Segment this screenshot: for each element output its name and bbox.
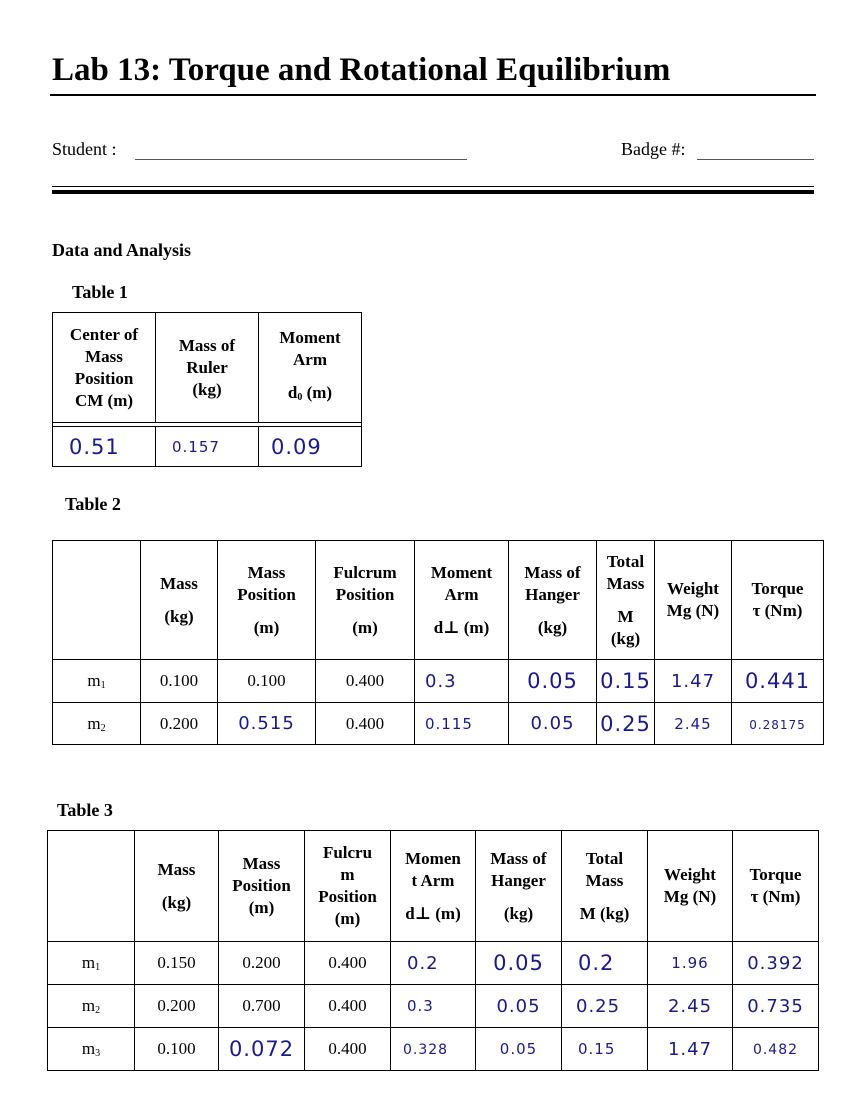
table-cell: 0.3: [415, 660, 509, 703]
student-name-field[interactable]: [135, 159, 467, 160]
table2-header-weight: Weight Mg (N): [655, 541, 732, 660]
table-cell: 0.328: [391, 1028, 476, 1071]
table-cell: 0.2: [562, 942, 648, 985]
table2-header-torque: Torque τ (Nm): [732, 541, 824, 660]
table3-header-weight: Weight Mg (N): [648, 831, 733, 942]
table-cell: 0.100: [135, 1028, 219, 1071]
table-cell: 0.400: [305, 1028, 391, 1071]
table2-header-mass-of-hanger: Mass of Hanger (kg): [509, 541, 597, 660]
section-heading: Data and Analysis: [52, 240, 192, 260]
table-cell: 0.700: [219, 985, 305, 1028]
table-cell: 0.15: [597, 660, 655, 703]
table-cell: 0.25: [597, 703, 655, 745]
table-cell: 0.115: [415, 703, 509, 745]
table2-header-moment-arm: Moment Arm d⊥ (m): [415, 541, 509, 660]
table-cell: 0.072: [219, 1028, 305, 1071]
row-label: $m_2$: [53, 703, 141, 745]
table-cell: 0.150: [135, 942, 219, 985]
row-label: $m_3$: [48, 1028, 135, 1071]
row-label: $m_1$: [53, 660, 141, 703]
table-cell: 0.100: [141, 660, 218, 703]
table-row: [53, 703, 824, 745]
table-cell: 0.157: [156, 427, 259, 467]
table3-header-moment-arm: Momen t Arm d⊥ (m): [391, 831, 476, 942]
table2-header-total-mass: Total Mass M (kg): [597, 541, 655, 660]
table1: [52, 312, 362, 467]
table2-header-fulcrum-position: Fulcrum Position (m): [316, 541, 415, 660]
table-cell: 0.441: [732, 660, 824, 703]
table-cell: 0.28175: [732, 703, 824, 745]
table-cell: 0.05: [509, 703, 597, 745]
table3: [47, 830, 819, 1071]
table-cell: 0.05: [476, 942, 562, 985]
table-cell: 0.392: [733, 942, 819, 985]
badge-label: Badge #:: [621, 139, 686, 159]
table1-header-ruler-mass: Mass of Ruler (kg): [156, 313, 259, 423]
table3-header-torque: Torque τ (Nm): [733, 831, 819, 942]
table1-caption: Table 1: [72, 282, 128, 302]
badge-number-field[interactable]: [697, 159, 814, 160]
table-cell: 0.400: [316, 703, 415, 745]
table-cell: 2.45: [648, 985, 733, 1028]
table-row: [48, 1028, 819, 1071]
table-cell: 1.47: [655, 660, 732, 703]
table-cell: 0.09: [259, 427, 362, 467]
table-cell: 0.400: [305, 942, 391, 985]
table-cell: 0.400: [305, 985, 391, 1028]
table-row: [53, 660, 824, 703]
table1-header-moment-arm: Moment Arm $d_0$ (m): [259, 313, 362, 423]
table3-header-mass-position: Mass Position (m): [219, 831, 305, 942]
table-cell: 0.05: [509, 660, 597, 703]
table-cell: 1.47: [648, 1028, 733, 1071]
table3-header-fulcrum-position: Fulcru m Position (m): [305, 831, 391, 942]
table2-header-mass-position: Mass Position (m): [218, 541, 316, 660]
table-cell: 0.515: [218, 703, 316, 745]
table-cell: 0.51: [53, 427, 156, 467]
table-cell: 0.2: [391, 942, 476, 985]
table3-header-blank: [48, 831, 135, 942]
table2-header-blank: [53, 541, 141, 660]
table-cell: 2.45: [655, 703, 732, 745]
table-cell: 0.05: [476, 1028, 562, 1071]
table-row: [48, 942, 819, 985]
table-row: [48, 985, 819, 1028]
row-label: $m_2$: [48, 985, 135, 1028]
table-cell: 0.482: [733, 1028, 819, 1071]
table-cell: 0.3: [391, 985, 476, 1028]
table-cell: 0.400: [316, 660, 415, 703]
student-label: Student :: [52, 139, 117, 159]
page-title: Lab 13: Torque and Rotational Equilibrium: [52, 52, 671, 88]
table-cell: 0.05: [476, 985, 562, 1028]
table2-header-mass: Mass (kg): [141, 541, 218, 660]
table3-header-total-mass: Total Mass M (kg): [562, 831, 648, 942]
title-rule: [50, 94, 816, 96]
table-cell: 0.200: [135, 985, 219, 1028]
table-cell: 0.200: [219, 942, 305, 985]
table-cell: 0.735: [733, 985, 819, 1028]
table3-header-mass-of-hanger: Mass of Hanger (kg): [476, 831, 562, 942]
table-cell: 0.25: [562, 985, 648, 1028]
table-cell: 1.96: [648, 942, 733, 985]
table-cell: 0.100: [218, 660, 316, 703]
section-divider: [52, 186, 814, 194]
table3-caption: Table 3: [57, 800, 113, 820]
row-label: $m_1$: [48, 942, 135, 985]
table-cell: 0.15: [562, 1028, 648, 1071]
table1-header-cm: Center of Mass Position CM (m): [53, 313, 156, 423]
table2: [52, 540, 824, 745]
table2-caption: Table 2: [65, 494, 121, 514]
table-cell: 0.200: [141, 703, 218, 745]
table3-header-mass: Mass (kg): [135, 831, 219, 942]
